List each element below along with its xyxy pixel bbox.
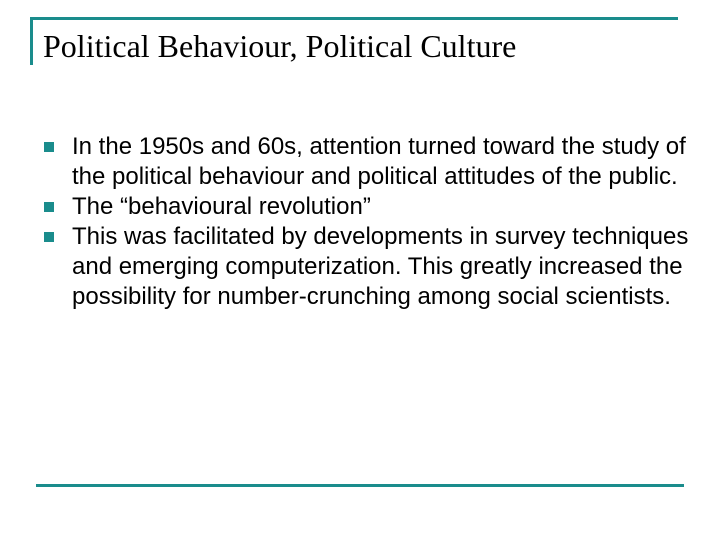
bullet-list bbox=[44, 132, 694, 312]
bullet-text: In the 1950s and 60s, attention turned toward the study of the political behaviour and political attitudes of the public. bbox=[72, 133, 686, 190]
square-bullet-icon bbox=[44, 142, 54, 152]
bullet-item bbox=[44, 132, 694, 192]
bullet-item bbox=[44, 222, 694, 312]
bullet-text: The “behavioural revolution” bbox=[72, 193, 371, 220]
slide-title: Political Behaviour, Political Culture bbox=[43, 28, 517, 64]
square-bullet-icon bbox=[44, 232, 54, 242]
bullet-text: This was facilitated by developments in survey techniques and emerging computerization. This greatly increased the possibility for number-crunching among social scientists. bbox=[72, 223, 689, 310]
square-bullet-icon bbox=[44, 202, 54, 212]
bullet-item bbox=[44, 192, 694, 222]
bottom-rule bbox=[36, 484, 684, 487]
